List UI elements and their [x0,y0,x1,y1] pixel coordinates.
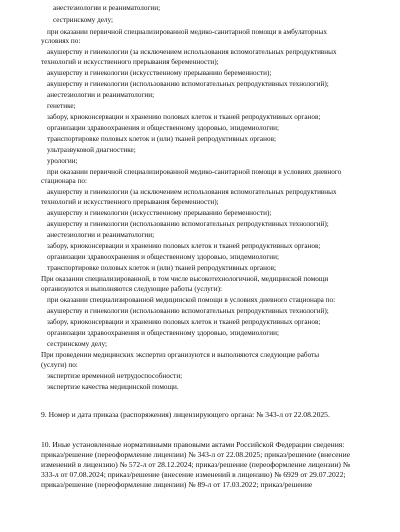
section-10-line: приказ/решение (переоформление лицензии) № 89-л от 17.03.2022; приказ/решение [41,480,313,489]
doc-line: генетике; [47,102,76,110]
doc-line: При проведении медицинских экспертиз организуются и выполняются следующие работы [41,351,320,359]
section-9-order: 9. Номер и дата приказа (распоряжения) лицензирующего органа: № 343-л от 22.08.2025. [41,410,330,419]
doc-line: при оказании специализированной медицинской помощи в условиях дневного стационара по: [47,296,336,304]
doc-line: организации здравоохранения и общественному здоровью, эпидемиологии; [47,253,279,261]
doc-line: анестезиологии и реаниматологии; [47,91,155,99]
section-10-line: приказ/решение (переоформление лицензии) № 343-л от 22.08.2025; приказ/решение (внесение [41,450,351,459]
doc-line: транспортировке половых клеток и (или) тканей репродуктивных органов; [47,264,276,272]
doc-line: транспортировке половых клеток и (или) тканей репродуктивных органов; [47,135,276,143]
doc-line: технологий и искусственного прерывания беременности); [41,198,219,206]
section-10-title: 10. Иные установленные нормативными правовыми актами Российской Федерации сведения: [41,440,345,449]
doc-line: организации здравоохранения и общественному здоровью, эпидемиологии; [47,124,279,132]
section-10-line: изменений в лицензию) № 572-л от 28.12.2024; приказ/решение (переоформление лицензии) № [41,460,351,469]
doc-line: сестринскому делу; [47,340,107,348]
doc-line: акушерству и гинекологии (использованию вспомогательных репродуктивных технологий); [47,80,329,88]
doc-line: акушерству и гинекологии (искусственному прерыванию беременности); [47,209,272,217]
doc-line: забору, криоконсервации и хранению половых клеток и тканей репродуктивных органов; [47,113,321,121]
doc-line: При оказании специализированной, в том числе высокотехнологичной, медицинской помощи [41,275,329,283]
doc-line: ультразвуковой диагностике; [47,146,136,154]
doc-line: акушерству и гинекологии (за исключением использования вспомогательных репродуктивных [47,188,337,196]
doc-line: акушерству и гинекологии (использованию вспомогательных репродуктивных технологий); [47,220,329,228]
doc-line: экспертизе качества медицинской помощи. [47,383,179,391]
doc-line: сестринскому делу; [53,16,113,24]
doc-line: анестезиологии и реаниматологии; [53,4,161,12]
doc-line: забору, криоконсервации и хранению половых клеток и тканей репродуктивных органов; [47,242,321,250]
doc-line: акушерству и гинекологии (искусственному прерыванию беременности); [47,69,272,77]
doc-line: забору, криоконсервации и хранению половых клеток и тканей репродуктивных органов; [47,318,321,326]
doc-line: акушерству и гинекологии (использованию вспомогательных репродуктивных технологий); [47,307,329,315]
doc-line: экспертизе временной нетрудоспособности; [47,372,183,380]
doc-line: условиях по: [41,37,81,45]
doc-line: организуются и выполняются следующие работы (услуги): [41,285,222,293]
section-10-line: 333-л от 07.08.2024; приказ/решение (внесение изменений в лицензию) № 6929 от 29.07.2022; [41,470,346,479]
doc-line: при оказании первичной специализированной медико-санитарной помощи в амбулаторных [47,28,327,36]
doc-line: при оказании первичной специализированной медико-санитарной помощи в условиях дневного [47,168,342,176]
doc-line: урологии; [47,157,78,165]
doc-line: (услуги) по: [41,361,78,369]
doc-line: анестезиологии и реаниматологии; [47,231,155,239]
doc-line: организации здравоохранения и общественному здоровью, эпидемиологии; [47,329,279,337]
doc-line: технологий и искусственного прерывания беременности); [41,58,219,66]
doc-line: стационара по: [41,177,87,185]
doc-line: акушерству и гинекологии (за исключением использования вспомогательных репродуктивных [47,48,337,56]
